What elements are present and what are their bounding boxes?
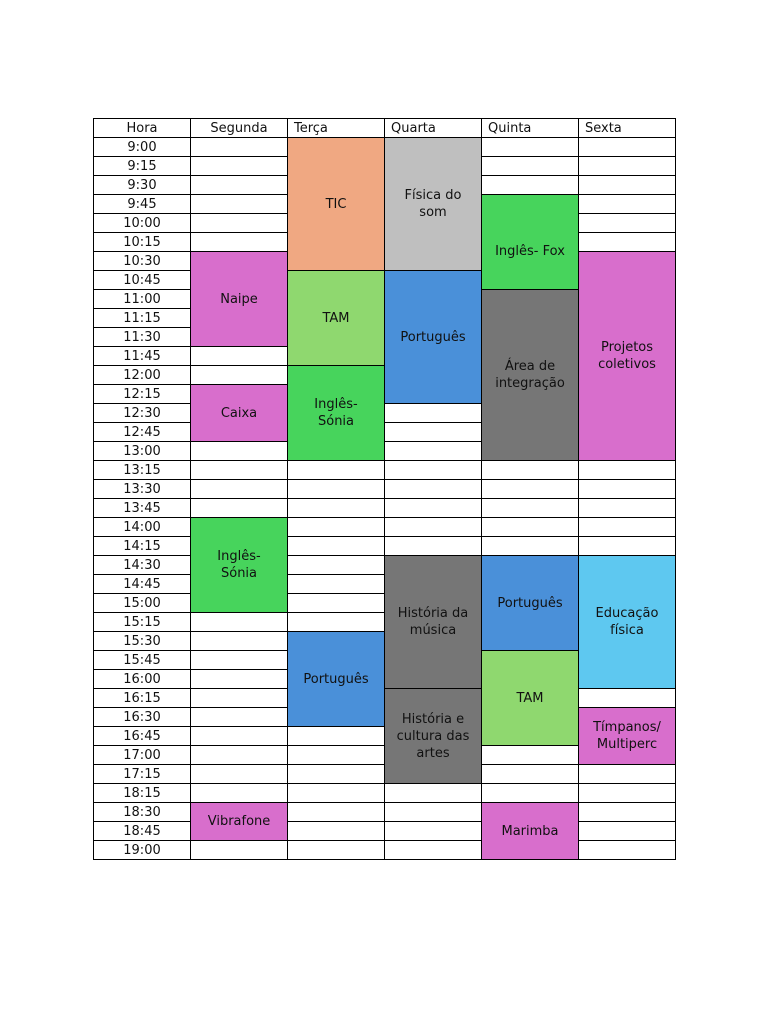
empty-cell [481, 517, 579, 537]
empty-cell [287, 764, 385, 784]
empty-cell [481, 479, 579, 499]
empty-cell [190, 745, 288, 765]
time-slot: 12:00 [93, 365, 191, 385]
empty-cell [190, 441, 288, 461]
empty-cell [190, 612, 288, 632]
header-0: Hora [93, 118, 191, 139]
empty-cell [384, 498, 482, 518]
empty-cell [190, 232, 288, 252]
header-3: Quarta [384, 118, 482, 139]
time-slot: 12:15 [93, 384, 191, 404]
empty-cell [481, 745, 579, 765]
time-slot: 18:15 [93, 783, 191, 803]
time-slot: 12:30 [93, 403, 191, 423]
time-slot: 15:30 [93, 631, 191, 651]
header-1: Segunda [190, 118, 288, 139]
time-slot: 9:15 [93, 156, 191, 176]
empty-cell [190, 365, 288, 385]
time-slot: 16:00 [93, 669, 191, 689]
empty-cell [287, 745, 385, 765]
empty-cell [384, 403, 482, 423]
empty-cell [578, 840, 676, 860]
empty-cell [190, 213, 288, 233]
empty-cell [287, 479, 385, 499]
empty-cell [578, 536, 676, 556]
empty-cell [578, 232, 676, 252]
time-slot: 10:45 [93, 270, 191, 290]
empty-cell [384, 821, 482, 841]
class-block: Área de integração [481, 289, 579, 461]
empty-cell [578, 498, 676, 518]
empty-cell [190, 175, 288, 195]
time-slot: 14:15 [93, 536, 191, 556]
class-block: Inglês- Sónia [287, 365, 385, 461]
class-block: Marimba [481, 802, 579, 860]
empty-cell [190, 669, 288, 689]
empty-cell [287, 840, 385, 860]
class-block: TAM [481, 650, 579, 746]
timetable [93, 118, 675, 856]
empty-cell [190, 707, 288, 727]
empty-cell [287, 783, 385, 803]
class-block: TIC [287, 137, 385, 271]
empty-cell [578, 764, 676, 784]
empty-cell [481, 498, 579, 518]
class-block: Inglês- Fox [481, 194, 579, 309]
time-slot: 15:00 [93, 593, 191, 613]
time-slot: 9:30 [93, 175, 191, 195]
time-slot: 11:30 [93, 327, 191, 347]
empty-cell [287, 593, 385, 613]
empty-cell [578, 821, 676, 841]
empty-cell [481, 764, 579, 784]
time-slot: 10:30 [93, 251, 191, 271]
empty-cell [481, 175, 579, 195]
empty-cell [578, 213, 676, 233]
empty-cell [384, 460, 482, 480]
class-block: História da música [384, 555, 482, 689]
empty-cell [190, 783, 288, 803]
empty-cell [287, 555, 385, 575]
class-block: Naipe [190, 251, 288, 347]
empty-cell [190, 498, 288, 518]
time-slot: 13:45 [93, 498, 191, 518]
empty-cell [384, 441, 482, 461]
empty-cell [481, 536, 579, 556]
time-slot: 12:45 [93, 422, 191, 442]
empty-cell [190, 764, 288, 784]
empty-cell [190, 156, 288, 176]
time-slot: 19:00 [93, 840, 191, 860]
class-block: Caixa [190, 384, 288, 442]
empty-cell [384, 840, 482, 860]
class-block: História e cultura das artes [384, 688, 482, 784]
time-slot: 14:00 [93, 517, 191, 537]
empty-cell [578, 783, 676, 803]
empty-cell [190, 460, 288, 480]
empty-cell [578, 156, 676, 176]
empty-cell [190, 840, 288, 860]
empty-cell [190, 137, 288, 157]
empty-cell [578, 460, 676, 480]
empty-cell [287, 612, 385, 632]
time-slot: 18:30 [93, 802, 191, 822]
class-block: Física do som [384, 137, 482, 271]
class-block: Inglês- Sónia [190, 517, 288, 613]
time-slot: 13:15 [93, 460, 191, 480]
class-block: Vibrafone [190, 802, 288, 841]
empty-cell [481, 156, 579, 176]
empty-cell [190, 194, 288, 214]
class-block: Português [481, 555, 579, 651]
time-slot: 9:45 [93, 194, 191, 214]
empty-cell [384, 802, 482, 822]
header-4: Quinta [481, 118, 579, 139]
time-slot: 15:45 [93, 650, 191, 670]
empty-cell [287, 726, 385, 746]
empty-cell [578, 175, 676, 195]
time-slot: 11:45 [93, 346, 191, 366]
empty-cell [287, 517, 385, 537]
header-5: Sexta [578, 118, 676, 139]
empty-cell [384, 536, 482, 556]
empty-cell [578, 479, 676, 499]
empty-cell [384, 517, 482, 537]
time-slot: 13:30 [93, 479, 191, 499]
time-slot: 14:30 [93, 555, 191, 575]
empty-cell [481, 460, 579, 480]
class-block: Educação física [578, 555, 676, 689]
empty-cell [578, 688, 676, 708]
empty-cell [287, 802, 385, 822]
time-slot: 11:00 [93, 289, 191, 309]
empty-cell [190, 479, 288, 499]
empty-cell [287, 498, 385, 518]
time-slot: 16:15 [93, 688, 191, 708]
class-block: Português [287, 631, 385, 727]
time-slot: 10:15 [93, 232, 191, 252]
empty-cell [481, 137, 579, 157]
empty-cell [578, 517, 676, 537]
class-block: TAM [287, 270, 385, 366]
class-block: Português [384, 270, 482, 404]
class-block: Projetos coletivos [578, 251, 676, 461]
time-slot: 18:45 [93, 821, 191, 841]
time-slot: 9:00 [93, 137, 191, 157]
empty-cell [190, 346, 288, 366]
time-slot: 17:00 [93, 745, 191, 765]
empty-cell [190, 631, 288, 651]
empty-cell [481, 783, 579, 803]
time-slot: 17:15 [93, 764, 191, 784]
empty-cell [287, 574, 385, 594]
empty-cell [578, 194, 676, 214]
empty-cell [190, 726, 288, 746]
class-block: Tímpanos/ Multiperc [578, 707, 676, 765]
empty-cell [384, 422, 482, 442]
time-slot: 10:00 [93, 213, 191, 233]
empty-cell [287, 821, 385, 841]
empty-cell [190, 650, 288, 670]
empty-cell [384, 783, 482, 803]
empty-cell [384, 479, 482, 499]
time-slot: 14:45 [93, 574, 191, 594]
empty-cell [190, 688, 288, 708]
empty-cell [578, 802, 676, 822]
time-slot: 15:15 [93, 612, 191, 632]
empty-cell [578, 137, 676, 157]
time-slot: 16:45 [93, 726, 191, 746]
time-slot: 13:00 [93, 441, 191, 461]
empty-cell [287, 460, 385, 480]
empty-cell [287, 536, 385, 556]
time-slot: 11:15 [93, 308, 191, 328]
time-slot: 16:30 [93, 707, 191, 727]
header-2: Terça [287, 118, 385, 139]
